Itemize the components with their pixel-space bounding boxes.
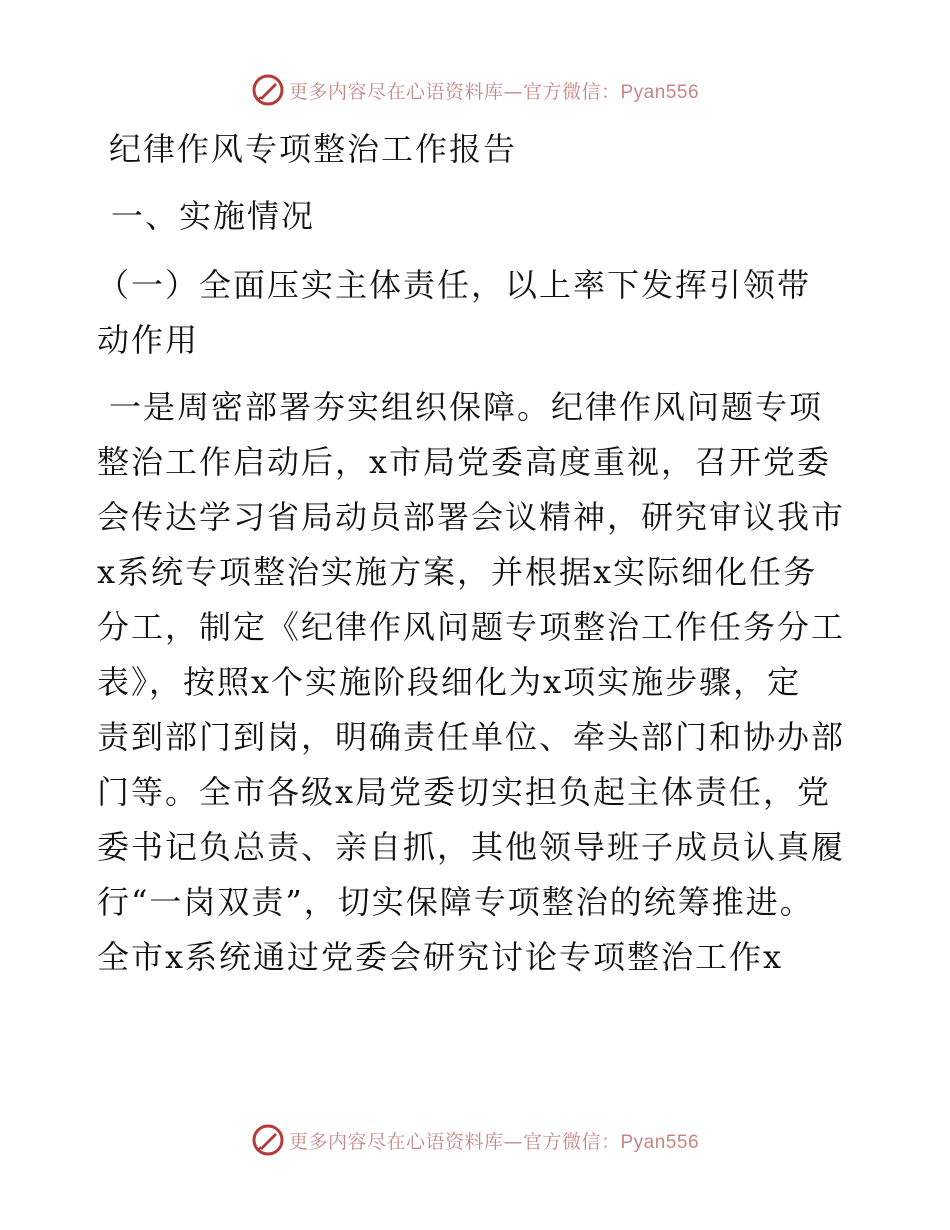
subsection-heading-line: 动作用 <box>97 321 200 359</box>
footer-watermark <box>0 1120 950 1160</box>
quill-logo-icon <box>251 73 285 107</box>
subsection-heading <box>97 258 857 368</box>
paragraph-line: 责到部门到岗，明确责任单位、牵头部门和协办部 <box>97 718 846 756</box>
watermark-text: 更多内容尽在心语资料库—官方微信：Pyan556 <box>288 1130 700 1153</box>
header-watermark <box>0 70 950 110</box>
quill-logo-icon <box>251 1123 285 1157</box>
paragraph-line: 全市x系统通过党委会研究讨论专项整治工作x <box>97 938 784 976</box>
paragraph-line: x系统专项整治实施方案，并根据x实际细化任务 <box>97 553 818 591</box>
section-heading: 一、实施情况 <box>111 197 316 235</box>
paragraph-line: 一是周密部署夯实组织保障。纪律作风问题专项 <box>109 388 824 426</box>
subsection-heading-line: （一）全面压实主体责任，以上率下发挥引领带 <box>97 266 812 304</box>
document-title: 纪律作风专项整治工作报告 <box>109 130 518 168</box>
paragraph-line: 分工，制定《纪律作风问题专项整治工作任务分工 <box>97 608 846 646</box>
paragraph-line: 门等。全市各级x局党委切实担负起主体责任，党 <box>97 773 832 811</box>
watermark-text: 更多内容尽在心语资料库—官方微信：Pyan556 <box>288 80 700 103</box>
document-body <box>97 118 857 985</box>
paragraph-line: 表》，按照x个实施阶段细化为x项实施步骤，定 <box>97 663 802 701</box>
paragraph-line: 委书记负总责、亲自抓，其他领导班子成员认真履 <box>97 828 846 866</box>
paragraph <box>97 380 857 985</box>
paragraph-line: 行“一岗双责”，切实保障专项整治的统筹推进。 <box>97 883 814 921</box>
paragraph-line: 整治工作启动后，x市局党委高度重视，召开党委 <box>97 443 832 481</box>
paragraph-line: 会传达学习省局动员部署会议精神，研究审议我市 <box>97 498 846 536</box>
